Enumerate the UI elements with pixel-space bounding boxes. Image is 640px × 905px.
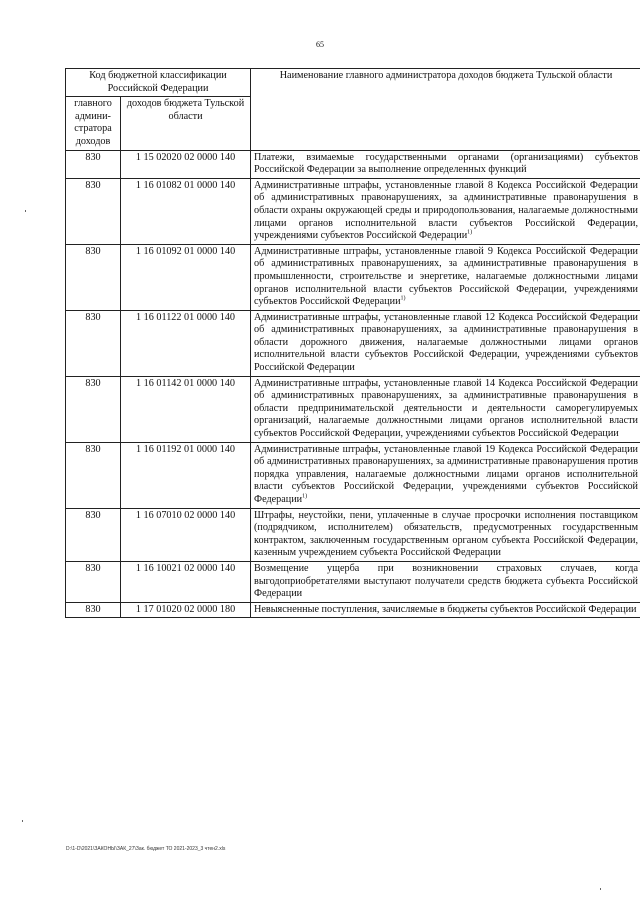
income-name-text: Административные штрафы, установленные главой 14 Кодекса Российской Федерации об административных правонарушениях, за административные правонарушения в области предпринимательской деятельности и деятельности саморегулируемых организаций, налагаемые должностными лицами органов исполнительной власти субъектов Российской Федерации, учреждениями субъектов Российской Федерации: [254, 377, 639, 440]
income-name-text: Невыясненные поступления, зачисляемые в бюджеты субъектов Российской Федерации: [254, 603, 637, 615]
table-row: [66, 310, 640, 376]
income-name-cell: [251, 178, 640, 244]
table-row: [66, 244, 640, 310]
income-name-cell: [251, 244, 640, 310]
income-code-cell: 1 16 01092 01 0000 140: [121, 244, 251, 310]
income-name-cell: [251, 442, 640, 508]
scan-speck: [22, 820, 23, 822]
income-code-cell: 1 16 10021 02 0000 140: [121, 561, 251, 602]
income-name-text: Платежи, взимаемые государственными органами (организациями) субъектов Российской Федерации за выполнение определенных функций: [254, 151, 639, 176]
table-row: [66, 602, 640, 618]
table-body: [66, 150, 640, 618]
income-name-cell: [251, 602, 640, 618]
admin-code-cell: 830: [66, 508, 121, 561]
header-region-income: доходов бюджета Тульской области: [121, 97, 251, 150]
income-name-cell: [251, 508, 640, 561]
income-code-cell: 1 15 02020 02 0000 140: [121, 150, 251, 178]
income-name-text: Возмещение ущерба при возникновении страховых случаев, когда выгодоприобретателями выступают получатели средств бюджета субъекта Российской Федерации: [254, 562, 639, 600]
header-main-administrator: главного админи-стратора доходов: [66, 97, 121, 150]
admin-code-cell: 830: [66, 602, 121, 618]
table-row: [66, 376, 640, 442]
budget-classification-table: [65, 68, 640, 618]
admin-code-cell: 830: [66, 178, 121, 244]
income-name-cell: [251, 310, 640, 376]
table-row: [66, 508, 640, 561]
income-code-cell: 1 16 01142 01 0000 140: [121, 376, 251, 442]
table-row: [66, 561, 640, 602]
admin-code-cell: 830: [66, 150, 121, 178]
income-name-text: Административные штрафы, установленные главой 19 Кодекса Российской Федерации об административных правонарушениях, за административные правонарушения против порядка управления, налагаемые должностными лицами органов исполнительной власти субъектов Российской Федерации, учреждениями субъектов Российской Федерации: [254, 443, 639, 505]
income-code-cell: 1 16 07010 02 0000 140: [121, 508, 251, 561]
admin-code-cell: 830: [66, 244, 121, 310]
income-name-cell: [251, 376, 640, 442]
header-administrator-name: Наименование главного администратора доходов бюджета Тульской области: [251, 69, 640, 151]
footnote-marker: 1): [400, 295, 406, 302]
admin-code-cell: 830: [66, 310, 121, 376]
income-name-cell: [251, 150, 640, 178]
income-code-cell: 1 16 01122 01 0000 140: [121, 310, 251, 376]
income-name-text: Штрафы, неустойки, пени, уплаченные в случае просрочки исполнения поставщиком (подрядчиком, исполнителем) обязательств, предусмотренных государственным контрактом, заключенным государственным органом субъекта Российской Федерации, казенным учреждением субъекта Российской Федерации: [254, 509, 639, 559]
footnote-marker: 1): [302, 493, 308, 500]
admin-code-cell: 830: [66, 442, 121, 508]
table-header-row: [66, 69, 640, 97]
income-code-cell: 1 16 01192 01 0000 140: [121, 442, 251, 508]
scan-speck: [600, 888, 601, 890]
income-name-text: Административные штрафы, установленные главой 12 Кодекса Российской Федерации об административных правонарушениях, за административные правонарушения в области дорожного движения, налагаемые должностными лицами органов исполнительной власти субъектов Российской Федерации, учреждениями субъектов Российской Федерации: [254, 311, 639, 374]
income-name-text: Административные штрафы, установленные главой 8 Кодекса Российской Федерации об административных правонарушениях, за административные правонарушения в области охраны окружающей среды и природопользования, налагаемые должностными лицами органов исполнительной власти субъектов Российской Федерации, учреждениями субъектов Российской Федерации: [254, 179, 639, 242]
footer-file-path: D:\1-D\2021\ЗАКОНЫ\ЗАК_27\Зак. бюджет ТО 2021-2023_3 чтен2.xls: [66, 846, 226, 852]
admin-code-cell: 830: [66, 561, 121, 602]
footnote-marker: 1): [467, 229, 473, 236]
table-row: [66, 150, 640, 178]
table-row: [66, 178, 640, 244]
income-name-cell: [251, 561, 640, 602]
income-name-text: Административные штрафы, установленные главой 9 Кодекса Российской Федерации об административных правонарушениях, за административные правонарушения в промышленности, строительстве и энергетике, налагаемые должностными лицами органов исполнительной власти субъектов Российской Федерации, учреждениями субъектов Российской Федерации: [254, 245, 639, 308]
header-budget-code: Код бюджетной классификации Российской Федерации: [66, 69, 251, 97]
income-code-cell: 1 17 01020 02 0000 180: [121, 602, 251, 618]
page-number: 65: [316, 40, 324, 49]
income-code-cell: 1 16 01082 01 0000 140: [121, 178, 251, 244]
scan-speck: [25, 210, 26, 212]
table-row: [66, 442, 640, 508]
admin-code-cell: 830: [66, 376, 121, 442]
